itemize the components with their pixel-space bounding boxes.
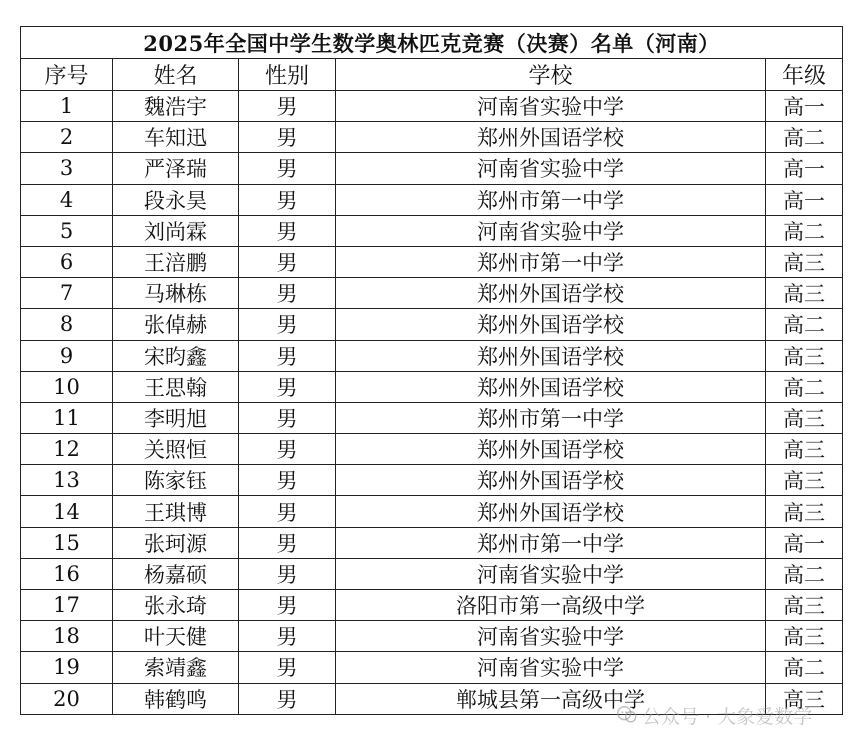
- table-row: [21, 496, 843, 527]
- cell-number: 17: [21, 590, 113, 621]
- cell-gender: 男: [239, 683, 336, 714]
- cell-school: 河南省实验中学: [336, 652, 766, 683]
- cell-gender: 男: [239, 309, 336, 340]
- cell-grade: 高二: [766, 371, 843, 402]
- header-row: [21, 59, 843, 91]
- cell-name: 车知迅: [113, 122, 239, 153]
- column-header-gender: 性别: [239, 59, 336, 91]
- cell-number: 5: [21, 215, 113, 246]
- table-row: [21, 683, 843, 714]
- column-header-number: 序号: [21, 59, 113, 91]
- cell-name: 魏浩宇: [113, 91, 239, 122]
- cell-gender: 男: [239, 465, 336, 496]
- cell-school: 河南省实验中学: [336, 621, 766, 652]
- cell-name: 陈家钰: [113, 465, 239, 496]
- cell-grade: 高三: [766, 590, 843, 621]
- watermark-text: 公众号 · 大象爱数学: [642, 705, 813, 728]
- table-row: [21, 278, 843, 309]
- cell-school: 郑州外国语学校: [336, 465, 766, 496]
- cell-school: 郸城县第一高级中学: [336, 683, 766, 714]
- cell-gender: 男: [239, 590, 336, 621]
- cell-number: 6: [21, 246, 113, 277]
- cell-school: 郑州市第一中学: [336, 246, 766, 277]
- cell-number: 15: [21, 527, 113, 558]
- table-row: [21, 153, 843, 184]
- cell-grade: 高一: [766, 527, 843, 558]
- cell-grade: 高二: [766, 122, 843, 153]
- cell-name: 王思翰: [113, 371, 239, 402]
- cell-number: 16: [21, 558, 113, 589]
- cell-school: 河南省实验中学: [336, 215, 766, 246]
- cell-grade: 高三: [766, 621, 843, 652]
- cell-school: 郑州外国语学校: [336, 496, 766, 527]
- cell-name: 严泽瑞: [113, 153, 239, 184]
- cell-gender: 男: [239, 621, 336, 652]
- cell-grade: 高一: [766, 91, 843, 122]
- cell-school: 郑州市第一中学: [336, 402, 766, 433]
- cell-name: 李明旭: [113, 402, 239, 433]
- cell-name: 张倬赫: [113, 309, 239, 340]
- cell-name: 宋昀鑫: [113, 340, 239, 371]
- cell-gender: 男: [239, 558, 336, 589]
- cell-gender: 男: [239, 652, 336, 683]
- column-header-school: 学校: [336, 59, 766, 91]
- cell-number: 8: [21, 309, 113, 340]
- table-row: [21, 215, 843, 246]
- cell-number: 9: [21, 340, 113, 371]
- cell-school: 郑州市第一中学: [336, 527, 766, 558]
- cell-number: 4: [21, 184, 113, 215]
- cell-gender: 男: [239, 91, 336, 122]
- cell-number: 14: [21, 496, 113, 527]
- cell-grade: 高三: [766, 402, 843, 433]
- cell-gender: 男: [239, 340, 336, 371]
- cell-school: 郑州外国语学校: [336, 340, 766, 371]
- cell-name: 索靖鑫: [113, 652, 239, 683]
- cell-grade: 高三: [766, 246, 843, 277]
- cell-gender: 男: [239, 184, 336, 215]
- cell-gender: 男: [239, 278, 336, 309]
- cell-number: 12: [21, 434, 113, 465]
- cell-school: 河南省实验中学: [336, 91, 766, 122]
- cell-gender: 男: [239, 402, 336, 433]
- cell-gender: 男: [239, 496, 336, 527]
- column-header-grade: 年级: [766, 59, 843, 91]
- cell-name: 张永琦: [113, 590, 239, 621]
- table-row: [21, 558, 843, 589]
- cell-school: 洛阳市第一高级中学: [336, 590, 766, 621]
- cell-grade: 高三: [766, 683, 843, 714]
- table-row: [21, 91, 843, 122]
- cell-number: 20: [21, 683, 113, 714]
- table-row: [21, 465, 843, 496]
- cell-grade: 高二: [766, 558, 843, 589]
- table-row: [21, 434, 843, 465]
- table-title: 2025年全国中学生数学奥林匹克竞赛（决赛）名单（河南）: [21, 27, 843, 59]
- cell-grade: 高二: [766, 652, 843, 683]
- table-row: [21, 652, 843, 683]
- table-row: [21, 309, 843, 340]
- cell-grade: 高三: [766, 434, 843, 465]
- table-row: [21, 184, 843, 215]
- cell-number: 18: [21, 621, 113, 652]
- cell-grade: 高三: [766, 465, 843, 496]
- cell-name: 叶天健: [113, 621, 239, 652]
- cell-grade: 高三: [766, 278, 843, 309]
- cell-school: 河南省实验中学: [336, 153, 766, 184]
- table-row: [21, 527, 843, 558]
- cell-gender: 男: [239, 527, 336, 558]
- cell-name: 段永昊: [113, 184, 239, 215]
- cell-grade: 高一: [766, 153, 843, 184]
- cell-grade: 高一: [766, 184, 843, 215]
- cell-school: 河南省实验中学: [336, 558, 766, 589]
- cell-name: 韩鹤鸣: [113, 683, 239, 714]
- cell-gender: 男: [239, 434, 336, 465]
- cell-school: 郑州外国语学校: [336, 434, 766, 465]
- cell-name: 关照恒: [113, 434, 239, 465]
- cell-gender: 男: [239, 153, 336, 184]
- cell-school: 郑州市第一中学: [336, 184, 766, 215]
- cell-number: 19: [21, 652, 113, 683]
- cell-number: 3: [21, 153, 113, 184]
- table-row: [21, 340, 843, 371]
- cell-grade: 高三: [766, 496, 843, 527]
- cell-name: 刘尚霖: [113, 215, 239, 246]
- cell-grade: 高二: [766, 309, 843, 340]
- table-row: [21, 402, 843, 433]
- table-row: [21, 621, 843, 652]
- column-header-name: 姓名: [113, 59, 239, 91]
- cell-number: 10: [21, 371, 113, 402]
- cell-school: 郑州外国语学校: [336, 371, 766, 402]
- cell-gender: 男: [239, 122, 336, 153]
- table-row: [21, 246, 843, 277]
- table-row: [21, 371, 843, 402]
- cell-gender: 男: [239, 215, 336, 246]
- table-row: [21, 122, 843, 153]
- cell-number: 7: [21, 278, 113, 309]
- cell-name: 马琳栋: [113, 278, 239, 309]
- cell-number: 2: [21, 122, 113, 153]
- cell-gender: 男: [239, 246, 336, 277]
- cell-grade: 高三: [766, 340, 843, 371]
- cell-grade: 高二: [766, 215, 843, 246]
- cell-school: 郑州外国语学校: [336, 309, 766, 340]
- cell-gender: 男: [239, 371, 336, 402]
- cell-number: 11: [21, 402, 113, 433]
- cell-name: 张珂源: [113, 527, 239, 558]
- cell-school: 郑州外国语学校: [336, 122, 766, 153]
- cell-number: 1: [21, 91, 113, 122]
- cell-name: 杨嘉硕: [113, 558, 239, 589]
- title-row: [21, 27, 843, 59]
- table-row: [21, 590, 843, 621]
- cell-school: 郑州外国语学校: [336, 278, 766, 309]
- cell-name: 王琪博: [113, 496, 239, 527]
- cell-number: 13: [21, 465, 113, 496]
- cell-name: 王涪鹏: [113, 246, 239, 277]
- roster-table: [20, 26, 843, 715]
- roster-body: [21, 91, 843, 715]
